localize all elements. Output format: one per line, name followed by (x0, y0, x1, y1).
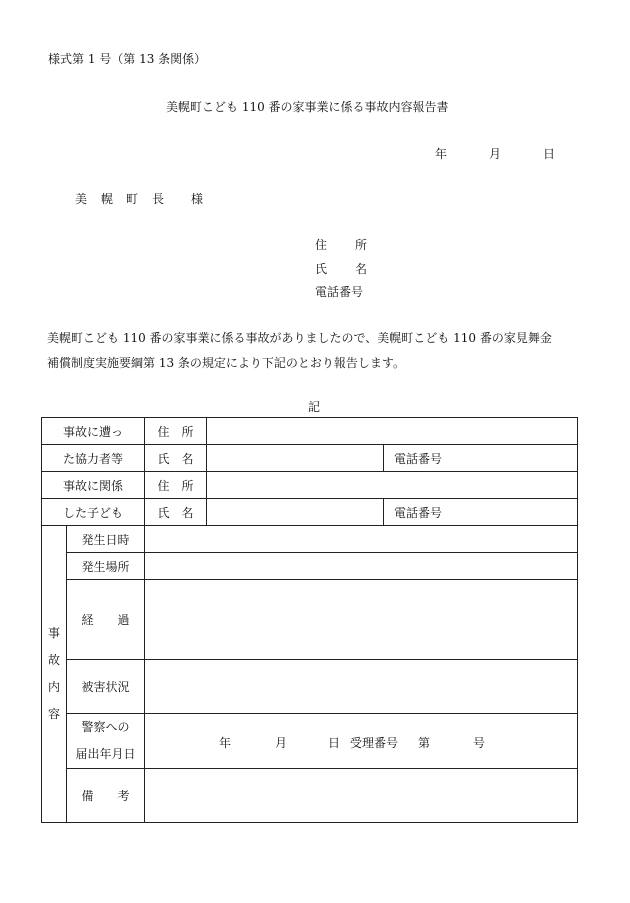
progress-label: 経 過 (67, 580, 145, 660)
incident-char: 故 (47, 653, 60, 667)
table-row (42, 472, 578, 499)
child-name-label: 氏 名 (145, 499, 207, 526)
child-label-1: 事故に関係 (42, 472, 145, 499)
document-title: 美幌町こども 110 番の家事業に係る事故内容報告書 (166, 100, 449, 114)
cooperator-address-label: 住 所 (145, 418, 207, 445)
reporter-name-label: 氏 (315, 262, 328, 276)
reporter-address-label: 所 (355, 238, 368, 252)
cooperator-phone-label: 電話番号 (384, 445, 578, 472)
cooperator-address-field[interactable] (207, 418, 578, 445)
police-label-line: 届出年月日 (75, 747, 136, 761)
police-label (67, 714, 145, 769)
incident-char: 内 (47, 680, 60, 694)
receipt-dai: 第 (418, 736, 431, 750)
police-date-field[interactable] (145, 714, 578, 769)
child-label-2: した子ども (42, 499, 145, 526)
occurrence-place-field[interactable] (145, 553, 578, 580)
progress-field[interactable] (145, 580, 578, 660)
police-label-line: 警察への (81, 720, 130, 734)
table-row (42, 499, 578, 526)
cooperator-label-1: 事故に遭っ (42, 418, 145, 445)
cooperator-name-field[interactable] (207, 445, 384, 472)
table-row (42, 526, 578, 553)
occurrence-date-field[interactable] (145, 526, 578, 553)
report-table (41, 417, 578, 823)
police-year: 年 (219, 736, 232, 750)
cooperator-label-2: た協力者等 (42, 445, 145, 472)
date-day: 日 (543, 147, 556, 161)
table-row (42, 769, 578, 823)
receipt-label: 受理番号 (350, 736, 399, 750)
reporter-address-label: 住 (315, 238, 328, 252)
table-row (42, 660, 578, 714)
addressee-char: 幌 (101, 192, 114, 206)
body-line-1: 美幌町こども 110 番の家事業に係る事故がありましたので、美幌町こども 110 番の家見舞金 (47, 331, 552, 345)
occurrence-date-label: 発生日時 (67, 526, 145, 553)
table-row (42, 445, 578, 472)
table-row (42, 580, 578, 660)
child-address-field[interactable] (207, 472, 578, 499)
form-number: 様式第 1 号（第 13 条関係） (48, 52, 207, 66)
remarks-field[interactable] (145, 769, 578, 823)
damage-field[interactable] (145, 660, 578, 714)
reporter-phone-label: 電話番号 (315, 285, 364, 299)
date-month: 月 (489, 147, 502, 161)
remarks-label: 備 考 (67, 769, 145, 823)
incident-char: 事 (47, 626, 60, 640)
police-day: 日 (328, 736, 341, 750)
damage-label: 被害状況 (67, 660, 145, 714)
child-name-field[interactable] (207, 499, 384, 526)
table-row (42, 418, 578, 445)
date-year: 年 (435, 147, 448, 161)
addressee-char: 長 (152, 192, 165, 206)
incident-char: 容 (47, 707, 60, 721)
police-month: 月 (275, 736, 288, 750)
receipt-go: 号 (473, 736, 486, 750)
child-phone-label: 電話番号 (384, 499, 578, 526)
ki-heading: 記 (308, 400, 321, 414)
reporter-name-label: 名 (355, 262, 368, 276)
addressee-char: 美 (75, 192, 88, 206)
cooperator-name-label: 氏 名 (145, 445, 207, 472)
child-address-label: 住 所 (145, 472, 207, 499)
occurrence-place-label: 発生場所 (67, 553, 145, 580)
table-row (42, 553, 578, 580)
body-line-2: 補償制度実施要綱第 13 条の規定により下記のとおり報告します。 (47, 356, 405, 370)
addressee-char: 町 (126, 192, 139, 206)
incident-label (42, 526, 67, 823)
addressee-sama: 様 (191, 192, 204, 206)
table-row (42, 714, 578, 769)
